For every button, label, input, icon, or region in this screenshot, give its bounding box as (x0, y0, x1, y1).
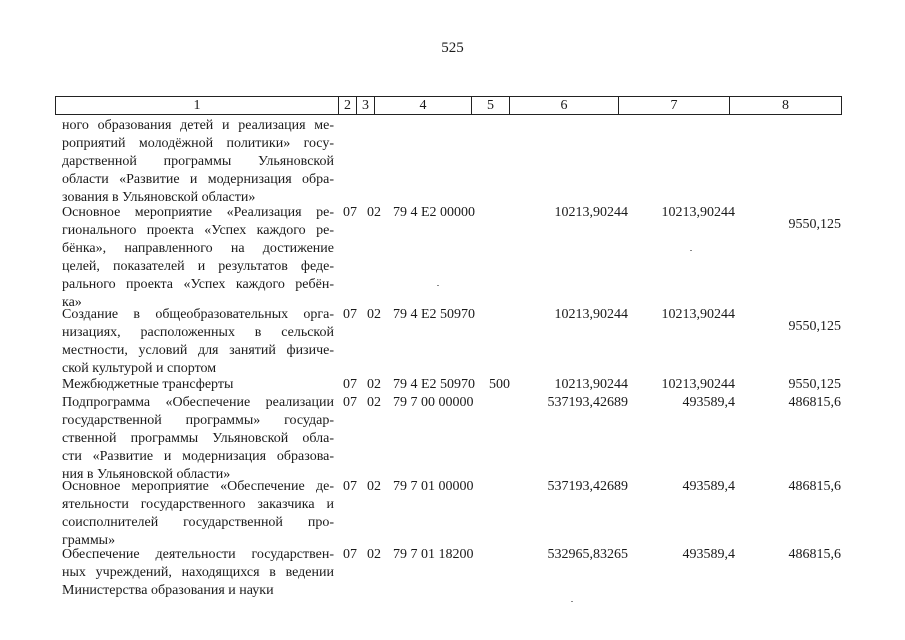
description-line: дарственной программы Ульяновской (62, 154, 334, 169)
description-line: целей, показателей и результатов феде- (62, 259, 334, 274)
row-description (62, 204, 334, 312)
row-description (62, 478, 334, 550)
cell-c8: 486815,6 (788, 547, 841, 562)
column-header-6: 6 (510, 97, 619, 115)
description-line: Основное мероприятие «Обеспечение де- (62, 479, 334, 494)
cell-c6: 532965,83265 (547, 547, 628, 562)
cell-c2: 07 (343, 205, 357, 220)
description-line: ного образования детей и реализация ме- (62, 118, 334, 133)
description-line: ния в Ульяновской области» (62, 467, 231, 482)
description-line: бёнка», направленного на достижение (62, 241, 334, 256)
description-line: Подпрограмма «Обеспечение реализации (62, 395, 334, 410)
column-header-2: 2 (339, 97, 357, 115)
description-line: зования в Ульяновской области» (62, 190, 256, 205)
cell-c4: 79 7 00 00000 (393, 395, 474, 410)
cell-c3: 02 (367, 547, 381, 562)
scan-speck (437, 285, 439, 286)
cell-c4: 79 4 Е2 00000 (393, 205, 476, 220)
description-line: рального проекта «Успех каждого ребён- (62, 277, 334, 292)
description-line: роприятий молодёжной политики» госу- (62, 136, 334, 151)
cell-c4: 79 7 01 18200 (393, 547, 474, 562)
description-line: области «Развитие и модернизация обра- (62, 172, 334, 187)
row-description (62, 117, 334, 207)
description-line: ской культурой и спортом (62, 361, 217, 376)
cell-c8: 9550,125 (788, 377, 841, 392)
table-header (55, 96, 842, 115)
page-number: 525 (441, 40, 464, 56)
row-description (62, 306, 334, 378)
cell-c7: 10213,90244 (661, 205, 735, 220)
row-description (62, 394, 334, 484)
description-line: ятельности государственного заказчика и (62, 497, 334, 512)
scan-speck (571, 601, 573, 602)
cell-c7: 493589,4 (682, 395, 735, 410)
column-header-5: 5 (472, 97, 510, 115)
cell-c2: 07 (343, 547, 357, 562)
scan-speck (690, 250, 692, 251)
cell-c4: 79 4 Е2 50970 (393, 377, 476, 392)
cell-c2: 07 (343, 395, 357, 410)
description-line: Обеспечение деятельности государствен- (62, 547, 334, 562)
cell-c7: 10213,90244 (661, 307, 735, 322)
row-description (62, 546, 334, 600)
cell-c3: 02 (367, 479, 381, 494)
row-description (62, 376, 334, 394)
column-header-8: 8 (730, 97, 842, 115)
description-line: гионального проекта «Успех каждого ре- (62, 223, 334, 238)
description-line: Межбюджетные трансферты (62, 377, 234, 392)
cell-c4: 79 7 01 00000 (393, 479, 474, 494)
cell-c8: 486815,6 (788, 395, 841, 410)
cell-c7: 493589,4 (682, 479, 735, 494)
description-line: граммы» (62, 533, 116, 548)
cell-c6: 10213,90244 (554, 307, 628, 322)
description-line: сти «Развитие и модернизация образова- (62, 449, 334, 464)
cell-c5: 500 (489, 377, 510, 392)
column-header-7: 7 (619, 97, 730, 115)
cell-c6: 537193,42689 (547, 479, 628, 494)
description-line: ных учреждений, находящихся в ведении (62, 565, 334, 580)
column-header-1: 1 (56, 97, 339, 115)
column-header-3: 3 (357, 97, 375, 115)
cell-c6: 10213,90244 (554, 377, 628, 392)
cell-c8: 9550,125 (788, 319, 841, 334)
cell-c3: 02 (367, 377, 381, 392)
cell-c3: 02 (367, 395, 381, 410)
description-line: соисполнителей государственной про- (62, 515, 334, 530)
description-line: низациях, расположенных в сельской (62, 325, 334, 340)
cell-c8: 486815,6 (788, 479, 841, 494)
description-line: ственной программы Ульяновской обла- (62, 431, 334, 446)
cell-c6: 537193,42689 (547, 395, 628, 410)
description-line: Министерства образования и науки (62, 583, 274, 598)
cell-c7: 10213,90244 (661, 377, 735, 392)
cell-c2: 07 (343, 479, 357, 494)
cell-c2: 07 (343, 307, 357, 322)
table-header-row (56, 97, 842, 115)
cell-c2: 07 (343, 377, 357, 392)
cell-c3: 02 (367, 307, 381, 322)
description-line: государственной программы» государ- (62, 413, 334, 428)
description-line: местности, условий для занятий физиче- (62, 343, 334, 358)
description-line: ка» (62, 295, 82, 310)
cell-c8: 9550,125 (788, 217, 841, 232)
description-line: Создание в общеобразовательных орга- (62, 307, 334, 322)
cell-c3: 02 (367, 205, 381, 220)
column-header-4: 4 (375, 97, 472, 115)
cell-c7: 493589,4 (682, 547, 735, 562)
cell-c6: 10213,90244 (554, 205, 628, 220)
description-line: Основное мероприятие «Реализация ре- (62, 205, 334, 220)
cell-c4: 79 4 Е2 50970 (393, 307, 476, 322)
